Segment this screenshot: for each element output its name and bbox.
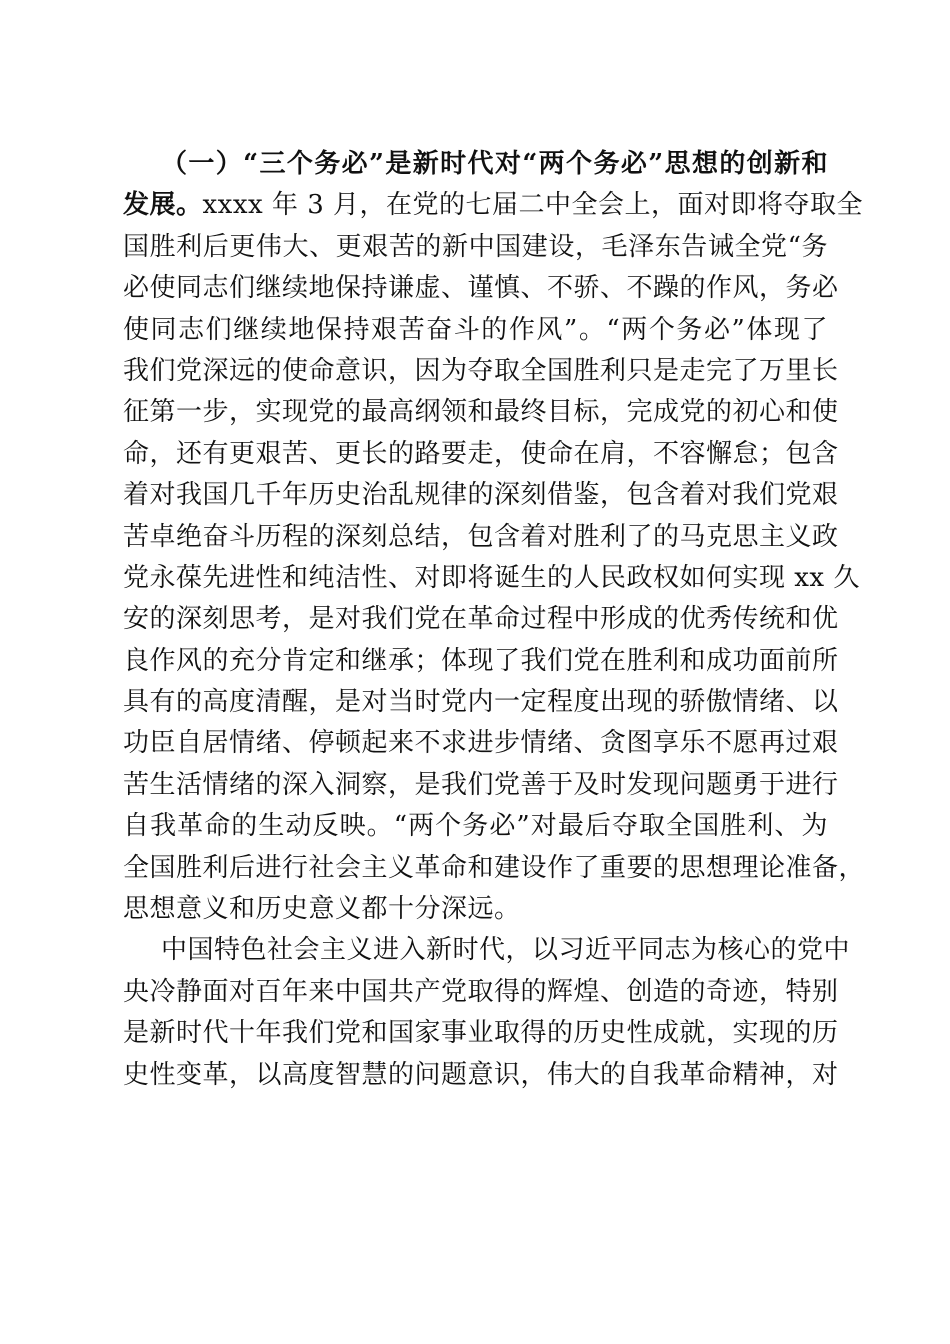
paragraph-line: 史性变革，以高度智慧的问题意识，伟大的自我革命精神，对 <box>123 1059 839 1090</box>
paragraph-line: 思想意义和历史意义都十分深远。 <box>123 894 521 925</box>
paragraph-line: 央冷静面对百年来中国共产党取得的辉煌、创造的奇迹，特别 <box>123 976 839 1007</box>
paragraph-2 <box>123 930 851 1096</box>
paragraph-line: 苦卓绝奋斗历程的深刻总结，包含着对胜利了的马克思主义政 <box>123 521 839 552</box>
paragraph-line: 国胜利后更伟大、更艰苦的新中国建设，毛泽东告诫全党“务 <box>123 231 828 262</box>
paragraph-line: 着对我国几千年历史治乱规律的深刻借鉴，包含着对我们党艰 <box>123 480 839 511</box>
paragraph-line: 使同志们继续地保持艰苦奋斗的作风”。“两个务必”体现了 <box>123 314 828 345</box>
paragraph-line: 苦生活情绪的深入洞察，是我们党善于及时发现问题勇于进行 <box>123 769 839 800</box>
paragraph-line: 自我革命的生动反映。“两个务必”对最后夺取全国胜利、为 <box>123 811 828 842</box>
paragraph-line: 命，还有更艰苦、更长的路要走，使命在肩，不容懈怠；包含 <box>123 438 839 469</box>
section-heading: （一）“三个务必”是新时代对“两个务必”思想的创新和 <box>161 149 828 179</box>
paragraph-line: 良作风的充分肯定和继承；体现了我们党在胜利和成功面前所 <box>123 645 839 676</box>
paragraph-line <box>123 185 864 226</box>
section-heading-tail: 发展。 <box>123 190 203 221</box>
paragraph-1 <box>123 144 866 930</box>
paragraph-line: 中国特色社会主义进入新时代，以习近平同志为核心的党中 <box>161 935 851 966</box>
paragraph-line: 征第一步，实现党的最高纲领和最终目标，完成党的初心和使 <box>123 397 839 428</box>
paragraph-line: 安的深刻思考，是对我们党在革命过程中形成的优秀传统和优 <box>123 604 839 635</box>
paragraph-line: 是新时代十年我们党和国家事业取得的历史性成就，实现的历 <box>123 1018 839 1049</box>
paragraph-line: 我们党深远的使命意识，因为夺取全国胜利只是走完了万里长 <box>123 355 839 386</box>
document-body <box>123 144 866 1096</box>
paragraph-line: 具有的高度清醒，是对当时党内一定程度出现的骄傲情绪、以 <box>123 687 839 718</box>
paragraph-line: 功臣自居情绪、停顿起来不求进步情绪、贪图享乐不愿再过艰 <box>123 728 839 759</box>
paragraph-line: 全国胜利后进行社会主义革命和建设作了重要的思想理论准备， <box>123 852 866 883</box>
paragraph-line: 必使同志们继续地保持谦虚、谨慎、不骄、不躁的作风，务必 <box>123 273 839 304</box>
paragraph-line: 党永葆先进性和纯洁性、对即将诞生的人民政权如何实现 xx 久 <box>123 562 860 593</box>
line-text: xxxx 年 3 月，在党的七届二中全会上，面对即将夺取全 <box>202 190 864 221</box>
